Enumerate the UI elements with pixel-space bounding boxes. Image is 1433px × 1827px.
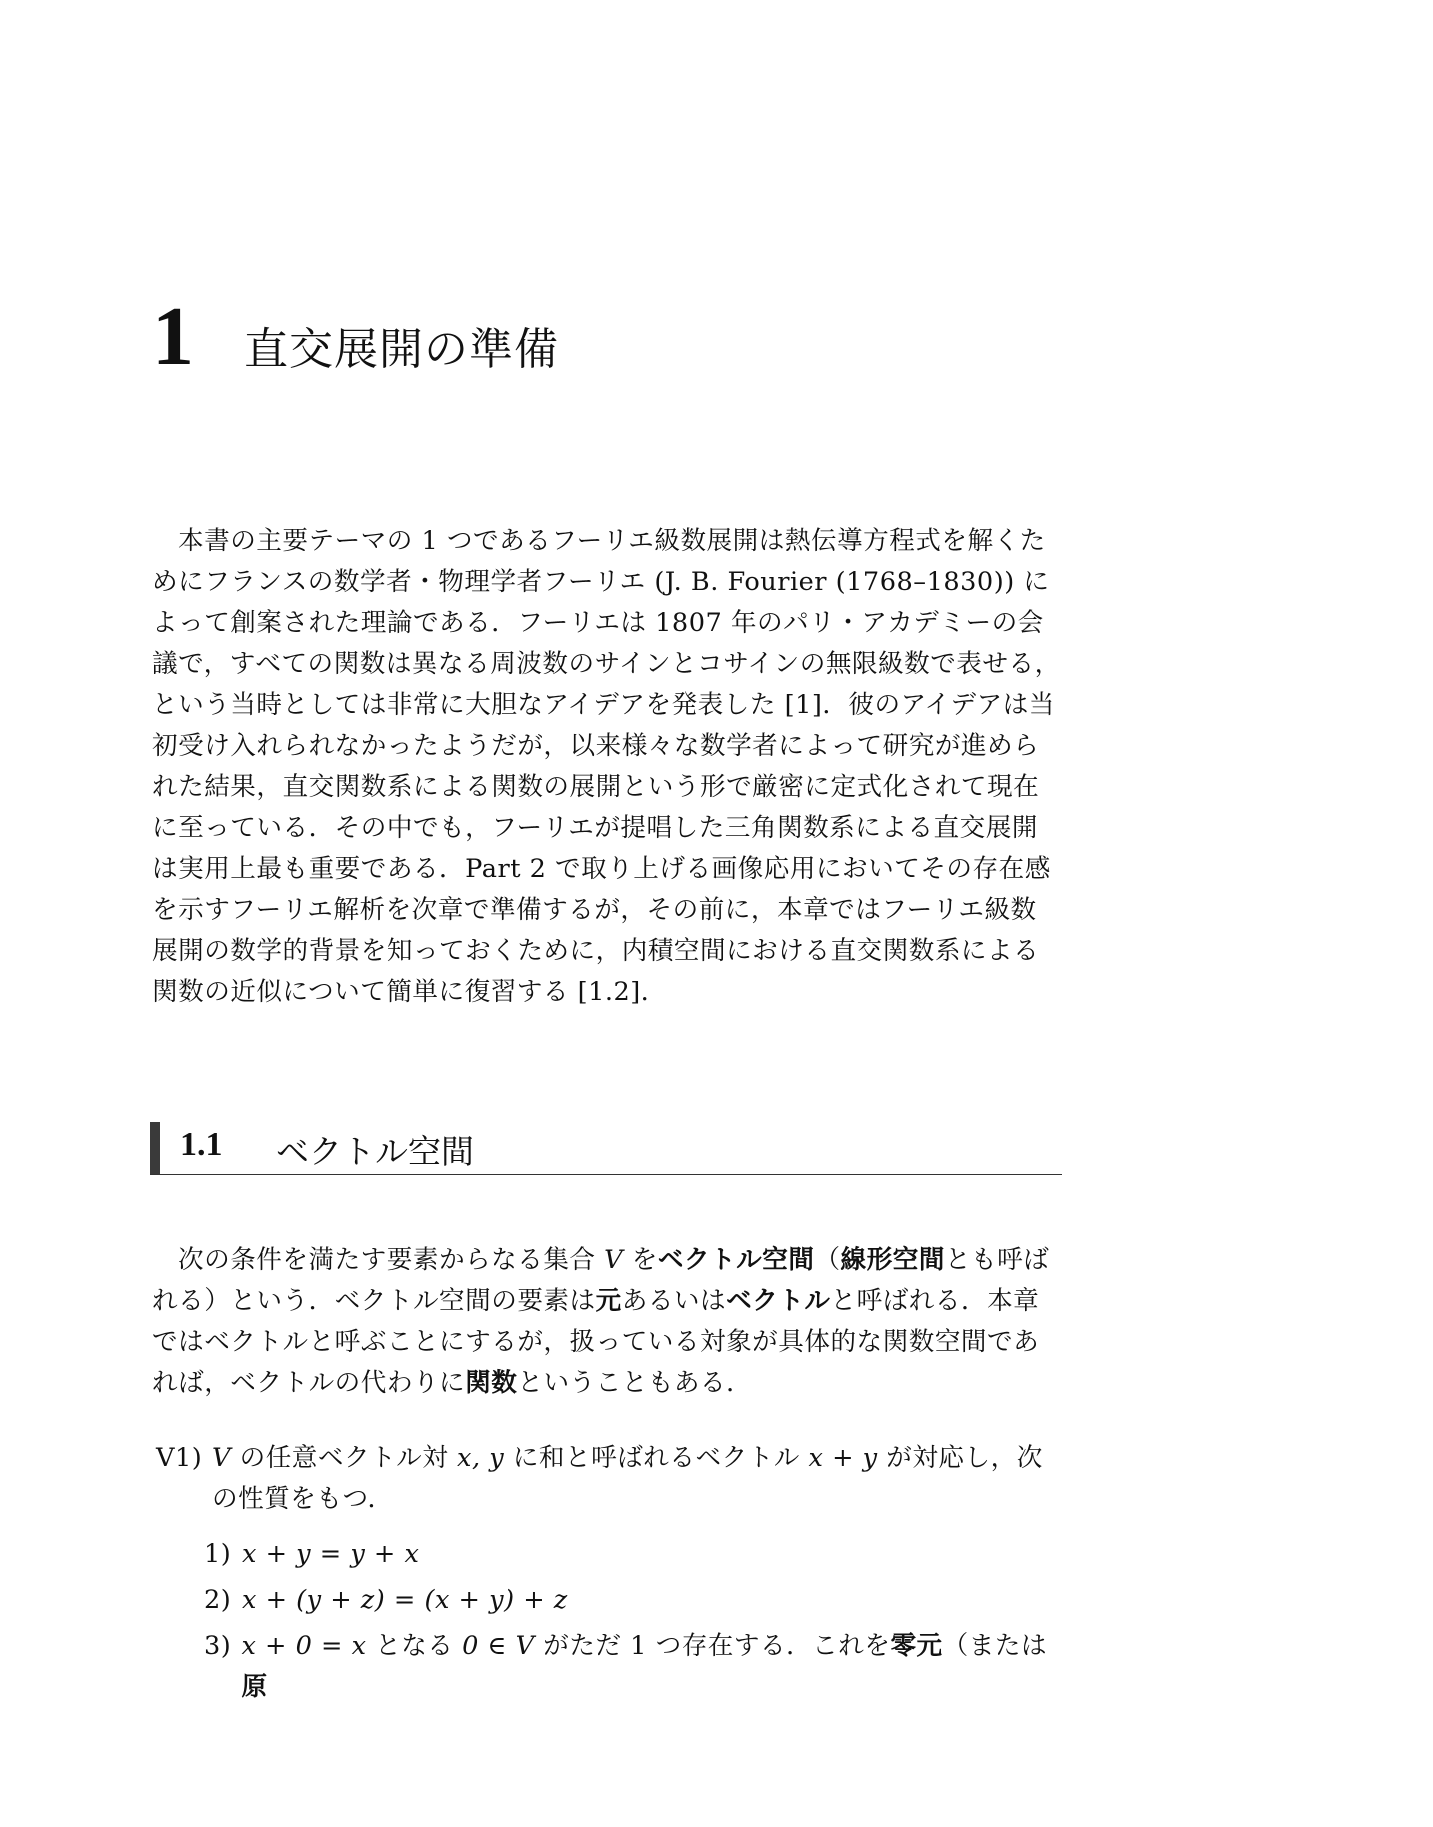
text-span: となる <box>366 1631 463 1661</box>
axiom-v1 <box>152 1438 1062 1702</box>
text-span: （または <box>942 1631 1048 1661</box>
term-linear-space: 線形空間 <box>840 1245 945 1275</box>
section-paragraph-block <box>152 1240 1062 1404</box>
term-function: 関数 <box>465 1368 518 1398</box>
text-span: あるいは <box>621 1286 727 1316</box>
text-span: がただ 1 つ存在する．これを <box>534 1631 891 1661</box>
term-origin: 原 <box>241 1672 268 1702</box>
text-span: と呼ばれる．本章ではベクトルと呼ぶことにするが，扱っている対象が具体的な関数空間であれば，ベクトルの代わりに <box>152 1286 1040 1398</box>
list-item-number: 3) <box>204 1631 232 1661</box>
text-span: 次の条件を満たす要素からなる集合 <box>178 1245 605 1275</box>
text-span: に和と呼ばれるベクトル <box>504 1443 809 1473</box>
math-expr: x + y <box>808 1443 878 1473</box>
text-span: （ <box>814 1245 841 1275</box>
axiom-subitems <box>204 1534 1062 1702</box>
math-var: V <box>212 1443 231 1473</box>
intro-paragraph: 本書の主要テーマの 1 つであるフーリエ級数展開は熱伝導方程式を解くためにフランスの数学者・物理学者フーリエ (J. B. Fourier (1768–1830)) によって創案された理論である．フーリエは 1807 年のパリ・アカデミーの会議で，すべての関数は異なる周波数のサインとコサインの無限級数で表せる，という当時としては非常に大胆なアイデアを発表した [1]．彼のアイデアは当初受け入れられなかったようだが，以来様々な数学者によって研究が進められた結果，直交関数系による関数の展開という形で厳密に定式化されて現在に至っている．その中でも，フーリエが提唱した三角関数系による直交展開は実用上最も重要である．Part 2 で取り上げる画像応用においてその存在感を示すフーリエ解析を次章で準備するが，その前に，本章ではフーリエ級数展開の数学的背景を知っておくために，内積空間における直交関数系による関数の近似について簡単に復習する [1.2]． <box>152 526 1061 1007</box>
list-item <box>204 1626 1062 1702</box>
section-heading <box>150 1122 1062 1175</box>
math-var: x, y <box>457 1443 505 1473</box>
chapter-title: 直交展開の準備 <box>244 324 559 375</box>
intro-paragraph-block <box>152 521 1062 1013</box>
chapter-number: 1 <box>152 290 194 383</box>
axiom-label: V1) <box>156 1443 203 1473</box>
text-span: の任意ベクトル対 <box>230 1443 458 1473</box>
text-span: が対応し，次の性質をもつ． <box>212 1443 1043 1514</box>
text-span: とも呼ばれる）という．ベクトル空間の要素は <box>152 1245 1050 1316</box>
section-bar-decoration <box>150 1122 160 1174</box>
axiom-text <box>212 1438 1062 1520</box>
math-var: V <box>604 1245 624 1275</box>
math-formula: x + y = y + x <box>242 1539 420 1569</box>
math-formula: 0 ∈ V <box>462 1631 535 1661</box>
section-title: ベクトル空間 <box>276 1132 474 1171</box>
list-item <box>204 1534 1062 1580</box>
text-span: を <box>623 1245 658 1275</box>
term-vector-space: ベクトル空間 <box>657 1245 815 1275</box>
section-number: 1.1 <box>180 1126 223 1163</box>
term-element: 元 <box>595 1286 622 1316</box>
section-paragraph <box>152 1240 1062 1404</box>
term-zero-element: 零元 <box>890 1631 943 1661</box>
text-span: ということもある． <box>517 1368 753 1398</box>
list-item <box>204 1580 1062 1626</box>
math-formula: x + 0 = x <box>241 1631 367 1661</box>
chapter-heading <box>152 290 559 383</box>
term-vector: ベクトル <box>726 1286 831 1316</box>
list-item-number: 1) <box>204 1539 232 1569</box>
math-formula: x + (y + z) = (x + y) + z <box>242 1585 568 1615</box>
list-item-number: 2) <box>204 1585 232 1615</box>
